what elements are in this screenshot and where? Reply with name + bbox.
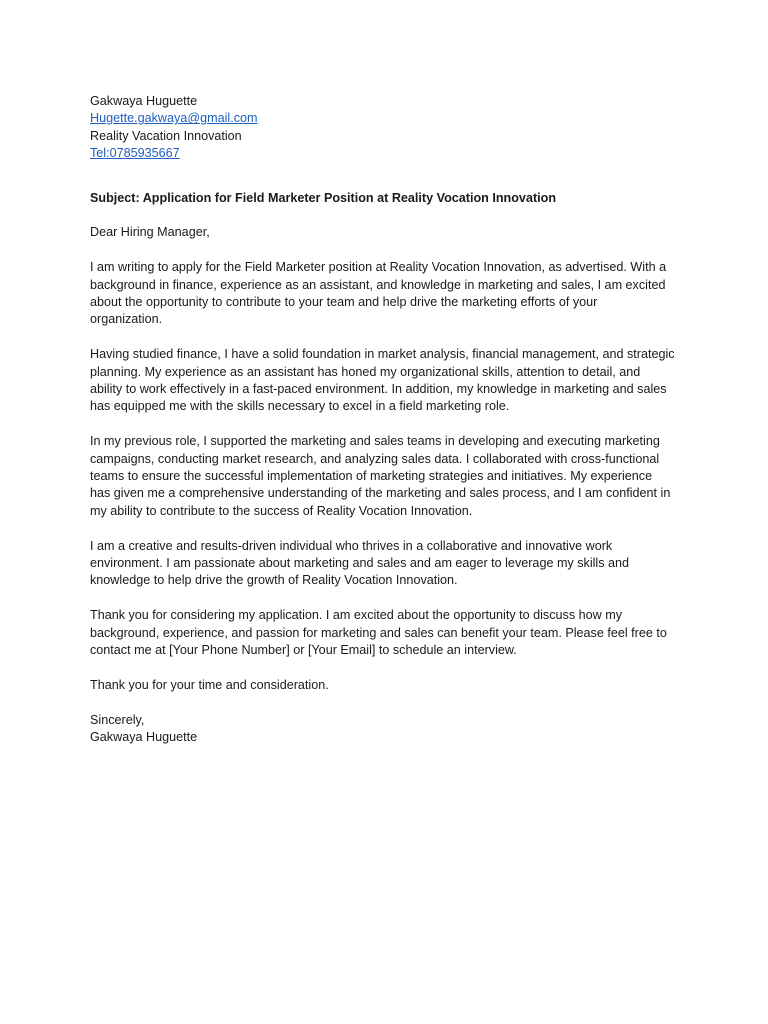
valediction: Sincerely,: [90, 712, 145, 727]
paragraph-6: [90, 677, 682, 694]
paragraph-5: [90, 607, 682, 659]
letter-body: [90, 93, 682, 747]
paragraph-line: campaigns, conducting market research, and analyzing sales data. I collaborated with cross-functional: [90, 451, 660, 466]
paragraph-line: contact me at [Your Phone Number] or [Your Email] to schedule an interview.: [90, 643, 517, 658]
sender-email-link[interactable]: Hugette.gakwaya@gmail.com: [90, 111, 258, 126]
paragraph-line: background in finance, experience as an assistant, and knowledge in marketing and sales, I am excited: [90, 277, 666, 292]
sender-phone-link[interactable]: Tel:0785935667: [90, 146, 180, 161]
paragraph-line: has given me a comprehensive understanding of the marketing and sales process, and I am confident in: [90, 486, 671, 501]
paragraph-line: Having studied finance, I have a solid foundation in market analysis, financial management, and strategic: [90, 347, 675, 362]
letter-subject: Subject: Application for Field Marketer Position at Reality Vocation Innovation: [90, 190, 557, 205]
paragraph-line: about the opportunity to contribute to your team and help drive the marketing efforts of your: [90, 295, 598, 310]
paragraph-line: planning. My experience as an assistant has honed my organizational skills, attention to detail, and: [90, 364, 641, 379]
signature-name: Gakwaya Huguette: [90, 730, 198, 745]
paragraph-3: [90, 433, 682, 520]
paragraph-line: ability to work effectively in a fast-paced environment. In addition, my knowledge in marketing and sales: [90, 382, 667, 397]
paragraph-line: In my previous role, I supported the marketing and sales teams in developing and executing marketing: [90, 434, 660, 449]
paragraph-line: Thank you for considering my application. I am excited about the opportunity to discuss how my: [90, 608, 623, 623]
paragraph-line: teams to ensure the successful implementation of marketing strategies and initiatives. My experience: [90, 469, 653, 484]
sender-company: Reality Vacation Innovation: [90, 128, 242, 143]
paragraph-4: [90, 538, 682, 590]
paragraph-line: has equipped me with the skills necessary to excel in a field marketing role.: [90, 399, 510, 414]
sender-name: Gakwaya Huguette: [90, 94, 198, 108]
paragraph-line: my ability to contribute to the success of Reality Vocation Innovation.: [90, 503, 473, 518]
closing-block: [90, 712, 682, 747]
salutation: Dear Hiring Manager,: [90, 225, 210, 240]
paragraph-line: background, experience, and passion for marketing and sales can benefit your team. Please feel free to: [90, 625, 667, 640]
paragraph-line: I am a creative and results-driven individual who thrives in a collaborative and innovative work: [90, 538, 613, 553]
sender-block: [90, 93, 682, 163]
paragraph-line: knowledge to help drive the growth of Reality Vocation Innovation.: [90, 573, 458, 588]
paragraph-line: environment. I am passionate about marketing and sales and am eager to leverage my skills and: [90, 556, 630, 571]
paragraph-line: Thank you for your time and consideration.: [90, 677, 329, 692]
paragraph-2: [90, 346, 682, 416]
paragraph-line: organization.: [90, 312, 163, 327]
paragraph-line: I am writing to apply for the Field Marketer position at Reality Vocation Innovation, as advertised. With a: [90, 260, 667, 275]
paragraph-1: [90, 259, 682, 329]
